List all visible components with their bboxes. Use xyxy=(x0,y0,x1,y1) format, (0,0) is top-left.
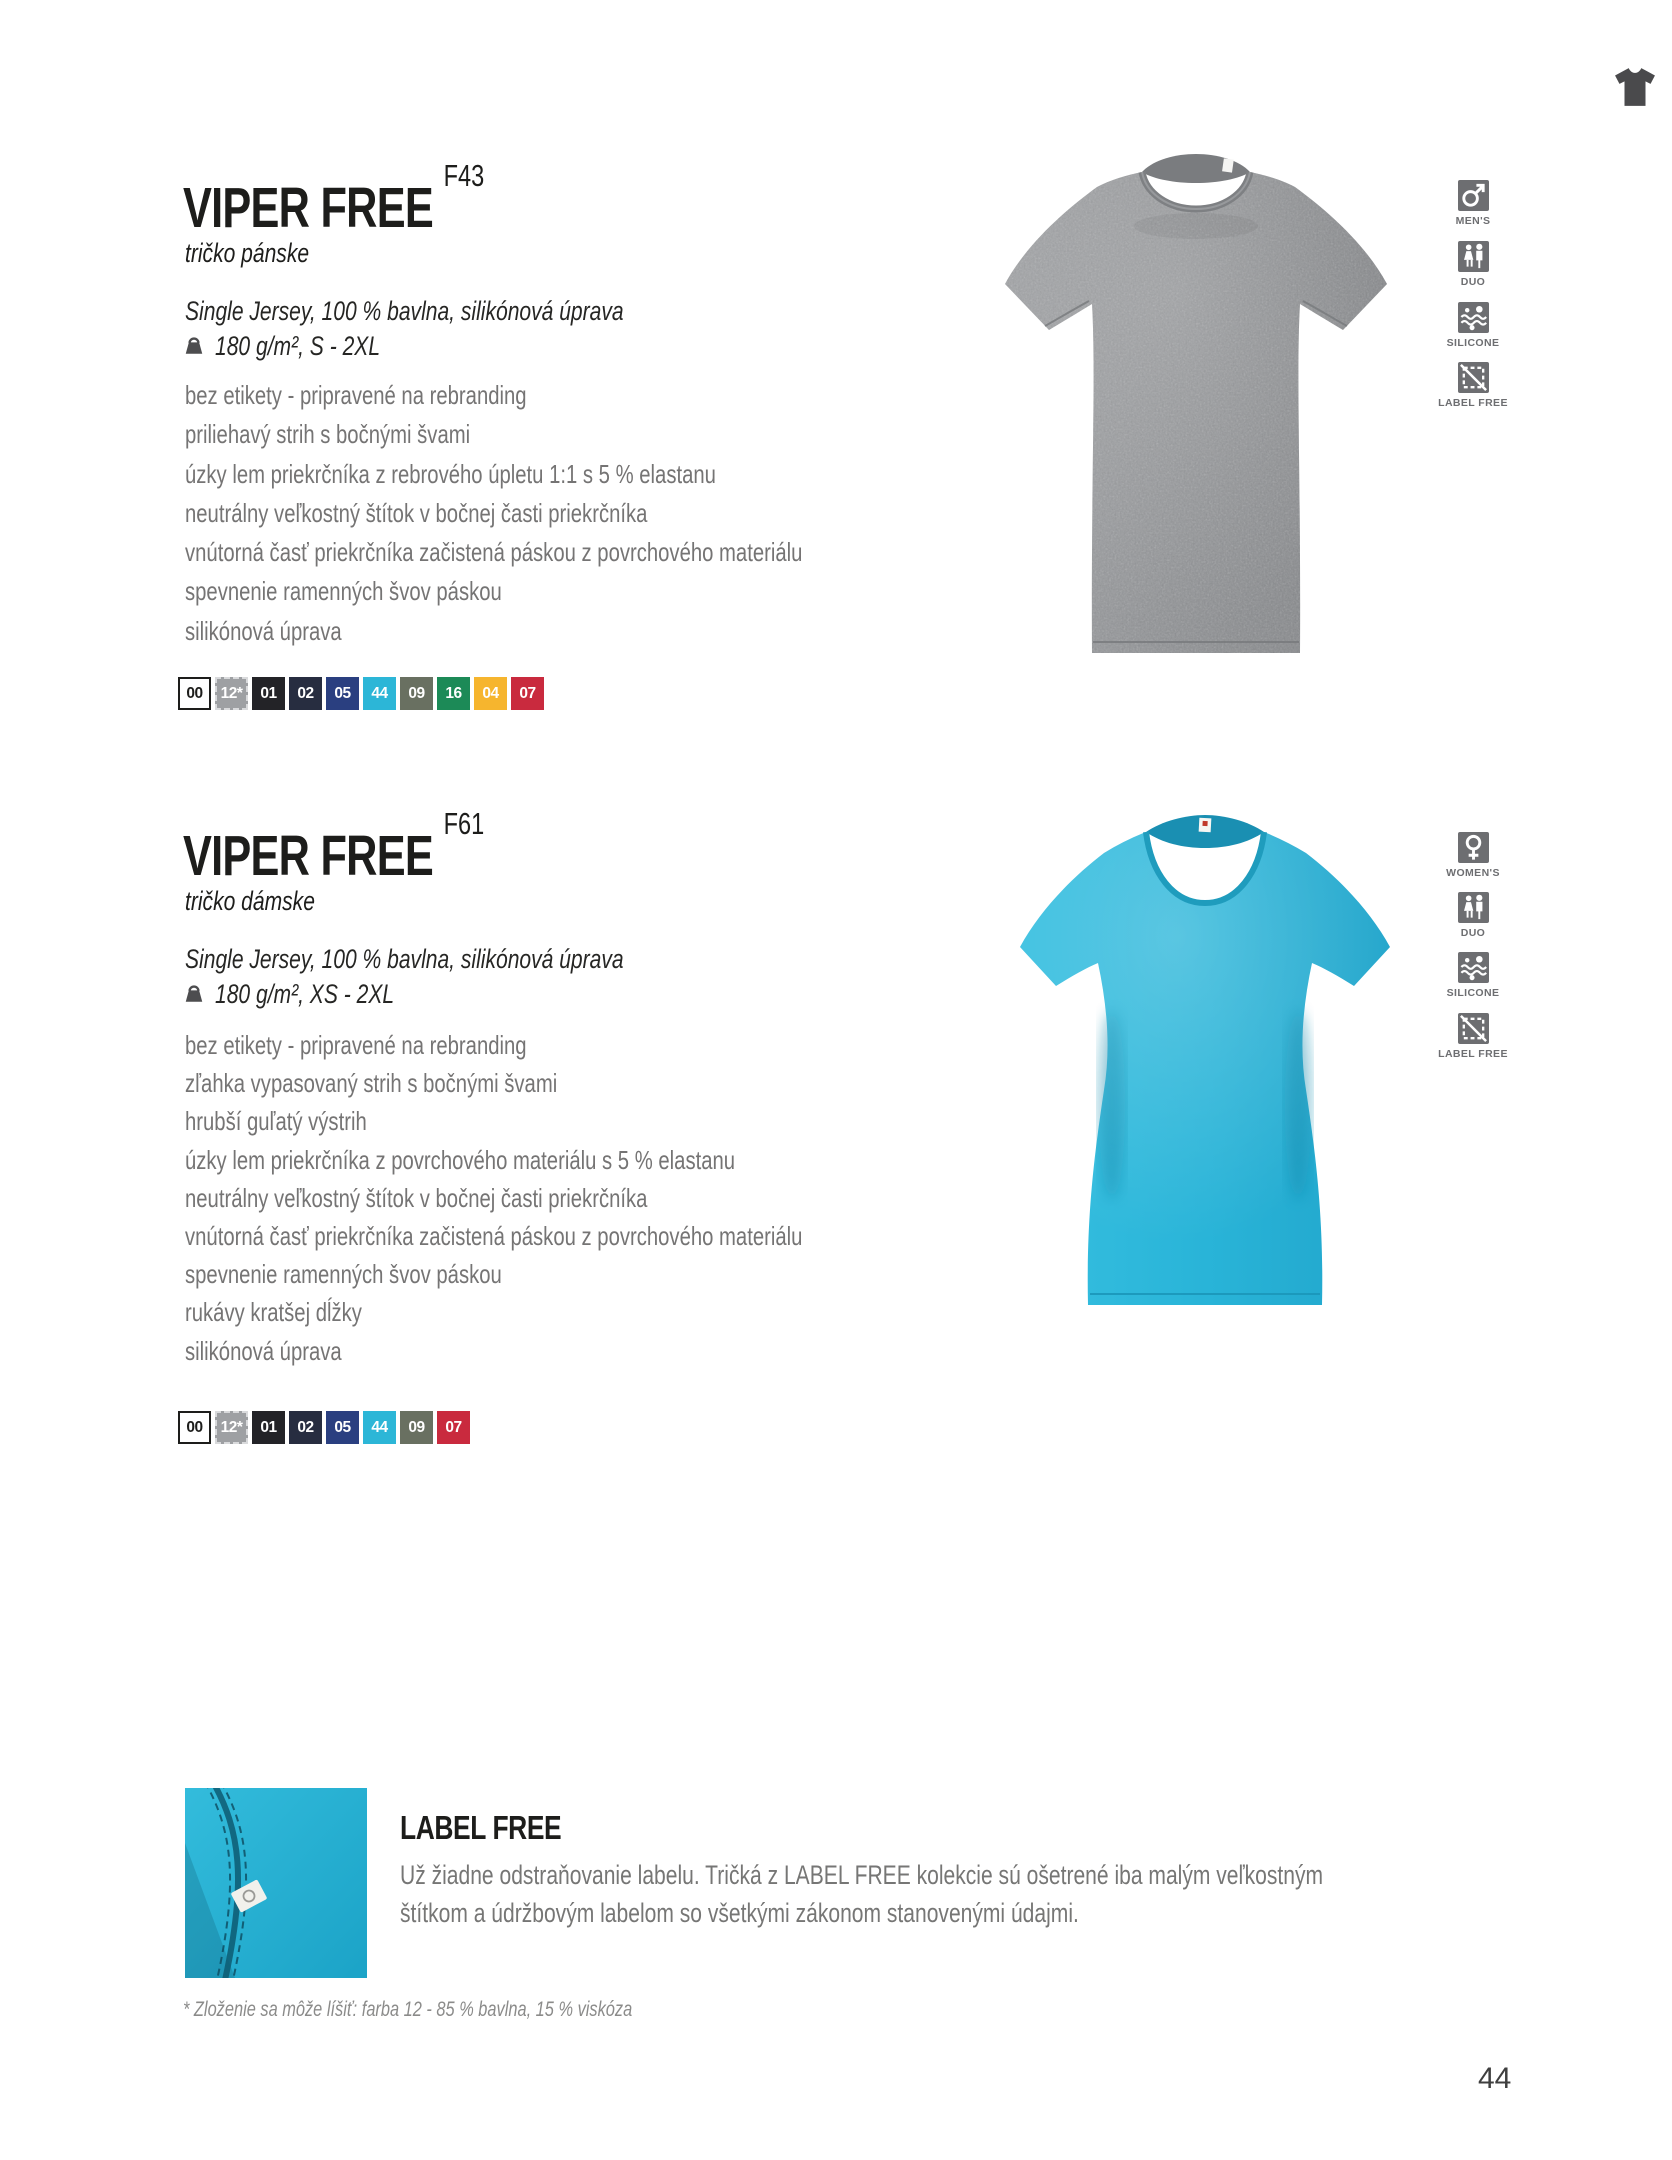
mens-badge xyxy=(1408,180,1538,227)
icon-caption: MEN'S xyxy=(1455,215,1491,227)
icon-caption: DUO xyxy=(1460,927,1486,939)
color-swatch: 01 xyxy=(252,677,285,710)
duo-icon xyxy=(1458,241,1489,272)
mens-icon xyxy=(1458,180,1489,211)
labelfree-badge xyxy=(1408,362,1538,409)
color-swatch: 00 xyxy=(178,1411,211,1444)
duo-badge xyxy=(1408,241,1538,288)
product-1-material: Single Jersey, 100 % bavlna, silikónová úprava xyxy=(185,296,624,326)
color-swatch: 09 xyxy=(400,1411,433,1444)
color-swatch: 44 xyxy=(363,677,396,710)
duo-badge xyxy=(1408,892,1538,939)
womens-badge xyxy=(1408,832,1538,879)
product-2-code: F61 xyxy=(443,806,485,841)
feature-line: neutrálny veľkostný štítok v bočnej časti priekrčníka xyxy=(185,1182,648,1213)
footnote: * Zloženie sa môže líšiť: farba 12 - 85 % bavlna, 15 % viskóza xyxy=(183,1998,633,2021)
feature-line: vnútorná časť priekrčníka začistená páskou z povrchového materiálu xyxy=(185,537,803,568)
silicone-badge xyxy=(1408,952,1538,999)
labelfree-badge xyxy=(1408,1013,1538,1060)
feature-line: bez etikety - pripravené na rebranding xyxy=(185,1030,527,1060)
tshirt-icon xyxy=(1612,66,1658,108)
color-swatch: 09 xyxy=(400,677,433,710)
feature-line: vnútorná časť priekrčníka začistená páskou z povrchového materiálu xyxy=(185,1220,803,1251)
labelfree-title: LABEL FREE xyxy=(400,1809,562,1846)
product-1-weight: 180 g/m², S - 2XL xyxy=(183,331,427,361)
product-1-subtitle: tričko pánske xyxy=(185,238,310,268)
feature-line: úzky lem priekrčníka z rebrového úpletu 1:1 s 5 % elastanu xyxy=(185,458,716,489)
feature-line: zľahka vypasovaný strih s bočnými švami xyxy=(185,1068,558,1099)
weight-icon xyxy=(183,334,205,358)
color-swatch: 00 xyxy=(178,677,211,710)
duo-icon xyxy=(1458,892,1489,923)
icon-caption: DUO xyxy=(1460,276,1486,288)
feature-line: bez etikety - pripravené na rebranding xyxy=(185,380,527,410)
product-1-features xyxy=(185,376,977,651)
color-swatch: 04 xyxy=(474,677,507,710)
color-swatch: 05 xyxy=(326,1411,359,1444)
color-swatch: 01 xyxy=(252,1411,285,1444)
product-2-material: Single Jersey, 100 % bavlna, silikónová úprava xyxy=(185,944,624,974)
product-1-title: VIPER $FREE^{F43}$ xyxy=(183,158,485,240)
color-swatch: 16 xyxy=(437,677,470,710)
product-1-color-swatches xyxy=(178,677,544,710)
labelfree-text: Už žiadne odstraňovanie labelu. Tričká z LABEL FREE kolekcie sú ošetrené iba malým veľkostným štítkom a údržbovým labelom so všetkými zákonom stanovenými údajmi. xyxy=(400,1860,1324,1928)
product-1-photo-mens-tshirt xyxy=(975,138,1420,678)
product-2-features xyxy=(185,1026,977,1370)
color-swatch: 05 xyxy=(326,677,359,710)
product-2-weight: 180 g/m², XS - 2XL xyxy=(183,979,445,1009)
product-2-title: VIPER $FREE^{F61}$ xyxy=(183,806,485,888)
color-swatch: 07 xyxy=(511,677,544,710)
feature-line: spevnenie ramenných švov páskou xyxy=(185,1259,502,1290)
feature-line: silikónová úprava xyxy=(185,1335,342,1366)
product-2-color-swatches xyxy=(178,1411,470,1444)
label-free-icon xyxy=(1458,362,1489,393)
feature-line: úzky lem priekrčníka z povrchového materiálu s 5 % elastanu xyxy=(185,1144,736,1175)
womens-icon xyxy=(1458,832,1489,863)
feature-line: rukávy kratšej dĺžky xyxy=(185,1297,362,1328)
feature-line: priliehavý strih s bočnými švami xyxy=(185,419,471,450)
labelfree-thumbnail xyxy=(185,1788,367,1983)
icon-caption: WOMEN'S xyxy=(1446,867,1500,879)
product-2-subtitle: tričko dámske xyxy=(185,886,315,916)
silicone-icon xyxy=(1458,302,1489,333)
silicone-badge xyxy=(1408,302,1538,349)
icon-caption: SILICONE xyxy=(1446,337,1500,349)
feature-line: hrubší guľatý výstrih xyxy=(185,1106,367,1137)
color-swatch: 12* xyxy=(215,677,248,710)
page-number: 44 xyxy=(1478,2062,1512,2095)
product-1-code: F43 xyxy=(443,158,485,193)
color-swatch: 02 xyxy=(289,1411,322,1444)
color-swatch: 07 xyxy=(437,1411,470,1444)
icon-caption: LABEL FREE xyxy=(1438,1048,1508,1060)
feature-line: spevnenie ramenných švov páskou xyxy=(185,576,502,607)
color-swatch: 44 xyxy=(363,1411,396,1444)
label-free-icon xyxy=(1458,1013,1489,1044)
color-swatch: 02 xyxy=(289,677,322,710)
color-swatch: 12* xyxy=(215,1411,248,1444)
product-2-photo-womens-tshirt xyxy=(990,800,1425,1333)
feature-line: silikónová úprava xyxy=(185,615,342,646)
icon-caption: LABEL FREE xyxy=(1438,397,1508,409)
silicone-icon xyxy=(1458,952,1489,983)
weight-icon xyxy=(183,982,205,1006)
icon-caption: SILICONE xyxy=(1446,987,1500,999)
feature-line: neutrálny veľkostný štítok v bočnej časti priekrčníka xyxy=(185,497,648,528)
